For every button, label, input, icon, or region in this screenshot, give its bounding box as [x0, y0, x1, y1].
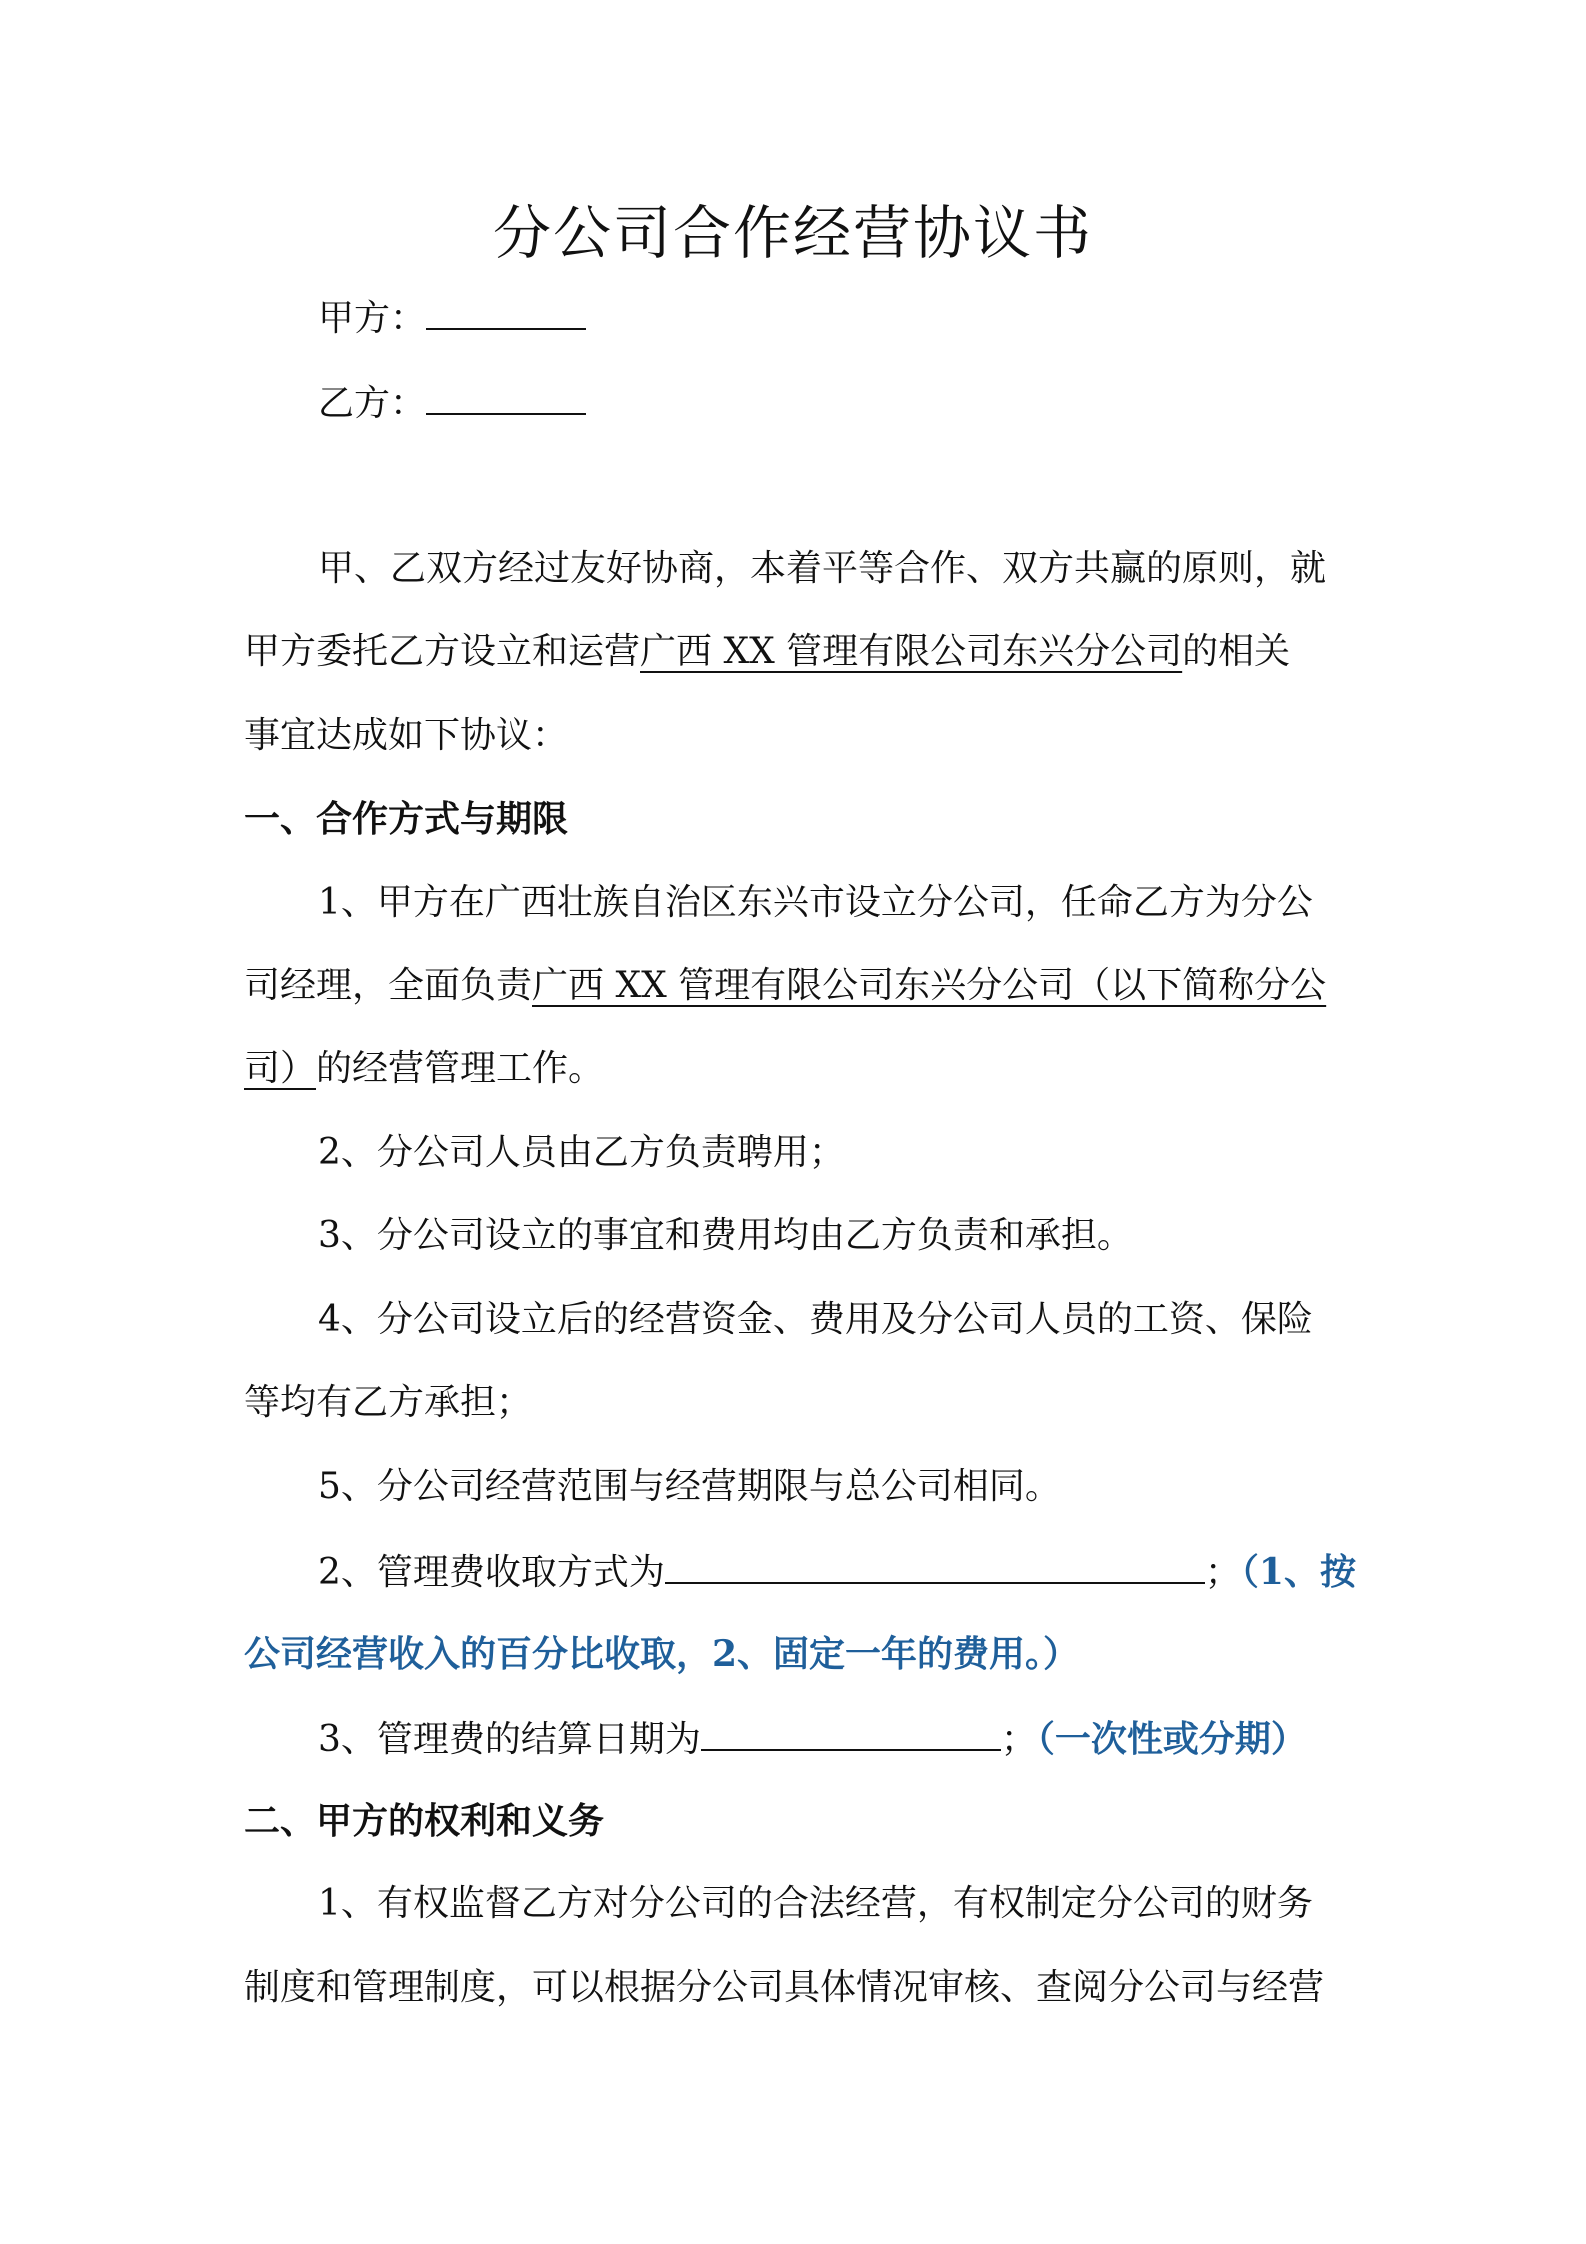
party-b-blank[interactable] — [426, 377, 586, 415]
s1-item1-line-3-text: 的经营管理工作。 — [316, 1048, 605, 1089]
intro-line-3: 事宜达成如下协议： — [244, 715, 569, 756]
fee-method-semicolon: ； — [1204, 1552, 1241, 1593]
s1-item1-line-2 — [244, 962, 1326, 1010]
s1-item1-line-3 — [244, 1045, 604, 1093]
fee-method-label: 2、管理费收取方式为 — [318, 1552, 665, 1593]
party-a-label: 甲方： — [318, 298, 427, 339]
s1-item4-line-2: 等均有乙方承担； — [244, 1382, 533, 1423]
s1-item1-line-1: 1、甲方在广西壮族自治区东兴市设立分公司，任命乙方为分公 — [318, 882, 1313, 923]
intro-line-1: 甲、乙双方经过友好协商，本着平等合作、双方共赢的原则，就 — [318, 548, 1327, 589]
s1-item1-company-name: 广西 XX 管理有限公司东兴分公司（以下简称分公 — [532, 965, 1327, 1006]
s2-item1-line-1: 1、有权监督乙方对分公司的合法经营，有权制定分公司的财务 — [318, 1883, 1313, 1924]
section-2-heading: 二、甲方的权利和义务 — [244, 1800, 605, 1842]
fee-settlement-note: （一次性或分期） — [1036, 1718, 1307, 1760]
s1-item2: 2、分公司人员由乙方负责聘用； — [318, 1132, 845, 1173]
fee-method-note-line-2: 公司经营收入的百分比收取，2、固定一年的费用。） — [244, 1633, 1080, 1675]
section-1-heading: 一、合作方式与期限 — [244, 798, 569, 840]
party-a-blank[interactable] — [426, 292, 586, 330]
intro-line-2-text-b: 的相关 — [1182, 631, 1291, 672]
branch-company-name: 广西 XX 管理有限公司东兴分公司 — [640, 631, 1183, 672]
intro-line-2-text-a: 甲方委托乙方设立和运营 — [244, 631, 641, 672]
party-b-line — [318, 377, 586, 428]
s1-item3: 3、分公司设立的事宜和费用均由乙方负责和承担。 — [318, 1215, 1133, 1256]
fee-settlement-blank[interactable] — [701, 1713, 1001, 1751]
fee-method-blank[interactable] — [665, 1546, 1205, 1584]
document-title: 分公司合作经营协议书 — [492, 199, 1093, 267]
party-b-label: 乙方： — [318, 383, 427, 424]
s1-item1-company-name-end: 司） — [244, 1048, 317, 1089]
s2-item1-line-2: 制度和管理制度，可以根据分公司具体情况审核、查阅分公司与经营 — [244, 1967, 1325, 2008]
s1-item1-line-2-text: 司经理，全面负责 — [244, 965, 533, 1006]
fee-settlement-label: 3、管理费的结算日期为 — [318, 1719, 701, 1760]
fee-settlement-semicolon: ； — [1000, 1719, 1037, 1760]
fee-settlement-line — [318, 1713, 1307, 1764]
s1-item5: 5、分公司经营范围与经营期限与总公司相同。 — [318, 1466, 1061, 1507]
intro-line-2 — [244, 628, 1290, 676]
party-a-line — [318, 292, 586, 343]
fee-method-note-start: （1、按 — [1240, 1551, 1356, 1593]
fee-method-line-1 — [318, 1546, 1356, 1597]
s1-item4-line-1: 4、分公司设立后的经营资金、费用及分公司人员的工资、保险 — [318, 1299, 1313, 1340]
